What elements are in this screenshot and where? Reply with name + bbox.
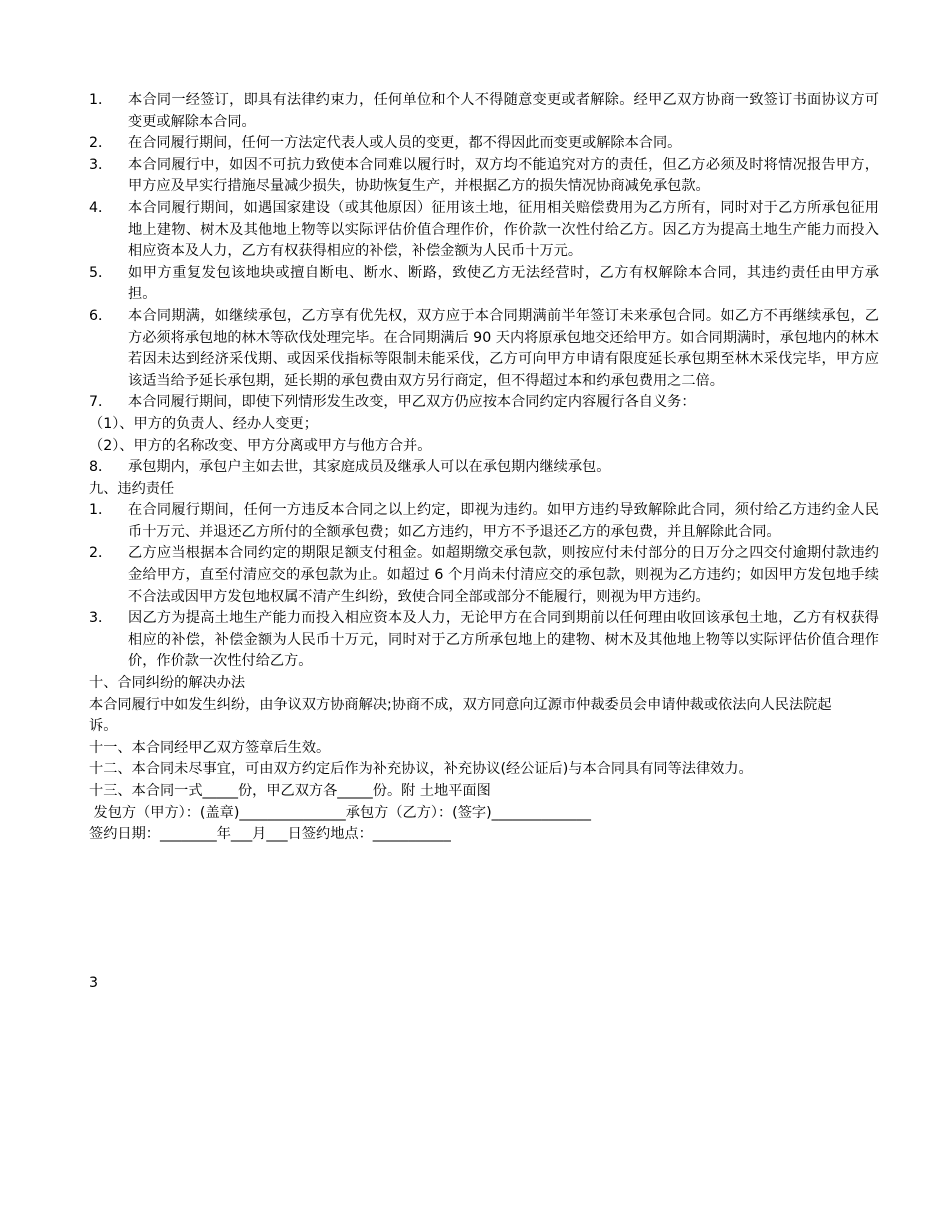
item-number: 1． — [89, 502, 113, 519]
list-item — [89, 263, 879, 306]
section-clause: 十一、本合同经甲乙双方签章后生效。 — [89, 739, 331, 756]
list-item — [89, 133, 879, 155]
section-clause: 十二、本合同未尽事宜，可由双方约定后作为补充协议，补充协议(经公证后)与本合同具有同等法律效力。 — [89, 761, 753, 778]
sub-item: （2）、甲方的名称改变、甲方分离或甲方与他方合并。 — [89, 437, 432, 454]
signing-date-line: 签约日期：________年___月___日签约地点：___________ — [89, 826, 451, 843]
item-number: 7． — [89, 394, 113, 411]
list-item — [89, 457, 879, 479]
list-item — [89, 306, 879, 392]
item-text: 本合同期满，如继续承包，乙方享有优先权，双方应于本合同期满前半年签订未来承包合同。如乙方不再继续承包，乙方必须将承包地的林木等砍伐处理完毕。在合同期满后 90 天内将原承包地交还给甲方。如合同期满时，承包地内的林木若因未达到经济采伐期、或因采伐指标等限制未能采伐，乙方可向甲方申请有限度延长承包期至林木采伐完毕，甲方应该适当给予延长承包期，延长期的承包费由双方另行商定，但不得超过本和约承包费用之二倍。 — [128, 307, 879, 389]
item-number: 1． — [89, 92, 113, 108]
item-number: 3． — [89, 156, 113, 173]
section-clause: 十三、本合同一式_____份，甲乙双方各_____份。附 土地平面图 — [89, 783, 491, 799]
item-text: 承包期内，承包户主如去世，其家庭成员及继承人可以在承包期内继续承包。 — [128, 459, 611, 476]
item-text: 本合同履行期间，如遇国家建设（或其他原因）征用该土地，征用相关赔偿费用为乙方所有，同时对于乙方所承包征用地上建物、树木及其他地上物等以实际评估价值合理作价，作价款一次性付给乙方。因乙方为提高土地生产能力而投入相应资本及人力，乙方有权获得相应的补偿，补偿金额为人民币十万元。 — [128, 199, 879, 260]
item-number: 6． — [89, 307, 113, 324]
section-heading: 九、违约责任 — [89, 480, 175, 497]
item-number: 2． — [89, 545, 113, 562]
item-number: 5． — [89, 264, 113, 281]
list-item — [89, 90, 879, 133]
section-paragraph: 本合同履行中如发生纠纷，由争议双方协商解决;协商不成，双方同意向辽源市仲裁委员会申请仲裁或依法向人民法院起诉。 — [89, 696, 832, 735]
item-text: 在合同履行期间，任何一方法定代表人或人员的变更，都不得因此而变更或解除本合同。 — [128, 135, 682, 152]
item-text: 因乙方为提高土地生产能力而投入相应资本及人力，无论甲方在合同到期前以任何理由收回该承包土地，乙方有权获得相应的补偿，补偿金额为人民币十万元，同时对于乙方所承包地上的建物、树木及其他地上物等以实际评估价值合理作价，作价款一次性付给乙方。 — [128, 610, 879, 670]
signature-line: 发包方（甲方）：(盖章)_______________承包方（乙方）：(签字)______________ — [89, 804, 591, 821]
contract-body — [89, 90, 879, 846]
item-text: 在合同履行期间，任何一方违反本合同之以上约定，即视为违约。如甲方违约导致解除此合同，须付给乙方违约金人民币十万元、并退还乙方所付的全额承包费；如乙方违约，甲方不予退还乙方的承包费，并且解除此合同。 — [128, 502, 879, 540]
list-item — [89, 500, 879, 543]
list-item — [89, 608, 879, 673]
item-text: 如甲方重复发包该地块或擅自断电、断水、断路，致使乙方无法经营时，乙方有权解除本合同，其违约责任由甲方承担。 — [128, 264, 879, 303]
item-text: 本合同履行期间，即使下列情形发生改变，甲乙双方仍应按本合同约定内容履行各自义务： — [128, 394, 696, 411]
item-number: 4． — [89, 199, 113, 216]
item-number: 3． — [89, 610, 113, 627]
item-text: 本合同履行中，如因不可抗力致使本合同难以履行时，双方均不能追究对方的责任，但乙方必须及时将情况报告甲方，甲方应及早实行措施尽量减少损失，协助恢复生产，并根据乙方的损失情况协商减免承包款。 — [128, 156, 879, 195]
page-number: 3 — [89, 975, 99, 991]
list-item — [89, 392, 879, 414]
item-text: 本合同一经签订，即具有法律约束力，任何单位和个人不得随意变更或者解除。经甲乙双方协商一致签订书面协议方可变更或解除本合同。 — [128, 92, 879, 130]
item-number: 8． — [89, 459, 113, 476]
item-text: 乙方应当根据本合同约定的期限足额支付租金。如超期缴交承包款，则按应付未付部分的日万分之四交付逾期付款违约金给甲方，直至付清应交的承包款为止。如超过 6 个月尚未付清应交的承包款，则视为乙方违约；如因甲方发包地手续不合法或因甲方发包地权属不清产生纠纷，致使合同全部或部分不能履行，则视为甲方违约。 — [128, 545, 879, 605]
item-number: 2． — [89, 135, 113, 152]
list-item — [89, 198, 879, 263]
list-item — [89, 543, 879, 608]
list-item — [89, 155, 879, 198]
section-heading: 十、合同纠纷的解决办法 — [89, 675, 246, 692]
sub-item: （1）、甲方的负责人、经办人变更； — [89, 415, 318, 432]
